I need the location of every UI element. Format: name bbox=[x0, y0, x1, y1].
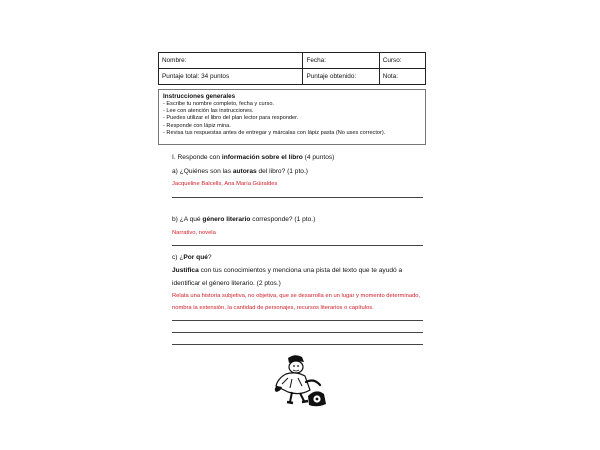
date-cell: Fecha: bbox=[303, 53, 379, 69]
question-b-prefix: b) ¿A qué bbox=[172, 216, 203, 223]
answer-line bbox=[172, 320, 423, 321]
cartoon-telephone-illustration bbox=[268, 352, 330, 410]
question-c-prefix: c) ¿ bbox=[172, 254, 184, 261]
total-score-cell: Puntaje total: 34 puntos bbox=[159, 69, 303, 85]
grade-cell: Nota: bbox=[379, 69, 425, 85]
answer-line bbox=[172, 344, 423, 345]
coat-icon bbox=[276, 373, 310, 394]
answer-line bbox=[172, 332, 423, 333]
answer-c-line-2[interactable]: nombra la extensión, la cantidad de personajes, recursos literarios o capítulos. bbox=[172, 305, 374, 311]
question-c-line-1 bbox=[172, 267, 402, 275]
section-heading bbox=[172, 154, 334, 162]
question-a bbox=[172, 168, 308, 176]
instruction-line: - Escribe tu nombre completo, fecha y curso. bbox=[163, 101, 274, 107]
instruction-line: - Revisa tus respuestas antes de entregar y márcalas con lápiz pasta (No uses corrector). bbox=[163, 129, 386, 136]
question-a-prefix: a) ¿Quiénes son las bbox=[172, 168, 233, 175]
student-info-table bbox=[158, 52, 426, 85]
question-c-line-1-rest: con tus conocimientos y menciona una pista del texto que te ayudó a bbox=[198, 267, 403, 274]
instruction-line: - Responde con lápiz mina. bbox=[163, 122, 231, 129]
question-b-suffix: corresponde? (1 pto.) bbox=[250, 216, 316, 223]
name-cell: Nombre: bbox=[159, 53, 303, 69]
answer-b[interactable]: Narrativo, novela bbox=[172, 230, 216, 236]
question-c bbox=[172, 254, 212, 262]
instruction-line: - Lee con atención las instrucciones. bbox=[163, 108, 254, 115]
question-b-bold: género literario bbox=[202, 216, 251, 223]
section-heading-bold: información sobre el libro bbox=[221, 154, 303, 161]
question-c-bold: Por qué bbox=[183, 254, 208, 261]
question-c-justify: Justifica bbox=[172, 267, 199, 274]
question-b bbox=[172, 216, 315, 224]
obtained-score-cell: Puntaje obtenido: bbox=[303, 69, 379, 85]
question-c-line-2: identificar el género literario. (2 ptos.) bbox=[172, 280, 281, 287]
section-heading-points: (4 puntos) bbox=[302, 154, 335, 161]
question-a-suffix: del libro? (1 pto.) bbox=[256, 168, 308, 175]
question-a-bold: autoras bbox=[232, 168, 257, 175]
answer-c-line-1[interactable]: Relata una historia subjetiva, no objetiva, que se desarrolla en un lugar y momento determinado, bbox=[172, 293, 421, 299]
question-c-suffix: ? bbox=[207, 254, 212, 261]
answer-line bbox=[172, 197, 423, 198]
answer-line bbox=[172, 245, 423, 246]
course-cell: Curso: bbox=[379, 53, 425, 69]
answer-a[interactable]: Jacqueline Balcells, Ana María Güiraldes bbox=[172, 181, 278, 187]
instructions-box bbox=[158, 89, 426, 145]
instruction-line: - Puedes utilizar el libro del plan lector para responder. bbox=[163, 115, 299, 122]
section-heading-prefix: I. Responde con bbox=[172, 154, 222, 161]
instructions-title: Instrucciones generales bbox=[163, 93, 236, 100]
